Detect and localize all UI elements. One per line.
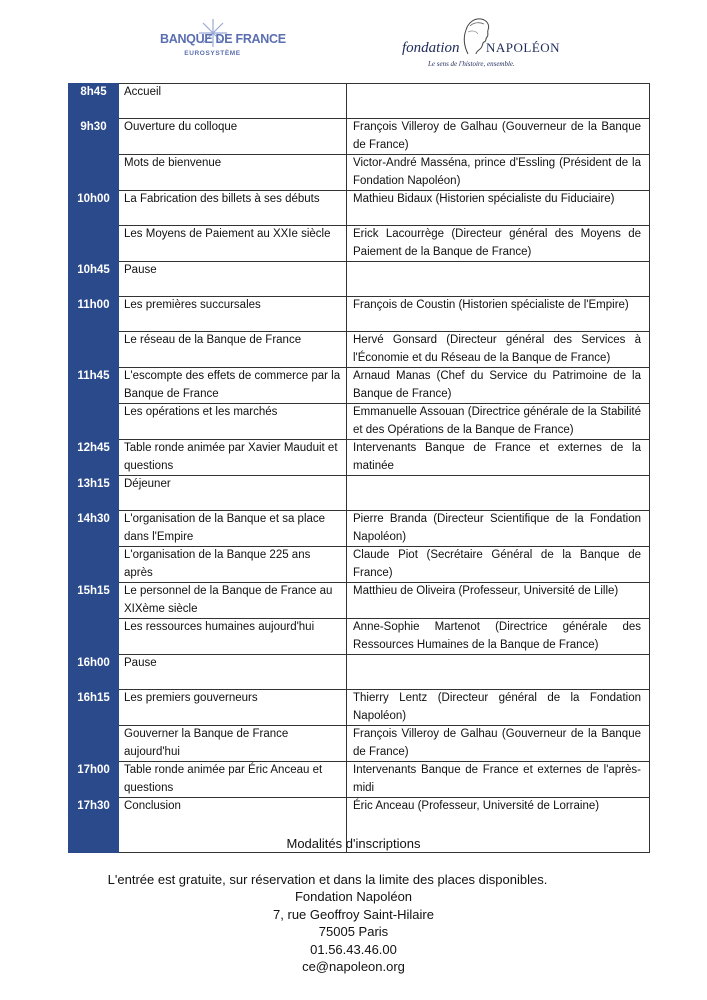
schedule-time: 11h45 bbox=[69, 368, 119, 404]
schedule-time: 10h45 bbox=[69, 262, 119, 297]
schedule-topic: Les Moyens de Paiement au XXIe siècle bbox=[119, 226, 347, 262]
schedule-topic: L'escompte des effets de commerce par la Banque de France bbox=[119, 368, 347, 404]
schedule-time bbox=[69, 547, 119, 583]
schedule-time bbox=[69, 332, 119, 368]
schedule-speaker: Mathieu Bidaux (Historien spécialiste du Fiduciaire) bbox=[347, 191, 650, 226]
schedule-topic: Les premiers gouverneurs bbox=[119, 690, 347, 726]
schedule-speaker: Arnaud Manas (Chef du Service du Patrimoine de la Banque de France) bbox=[347, 368, 650, 404]
schedule-time: 17h00 bbox=[69, 762, 119, 798]
schedule-speaker: Thierry Lentz (Directeur général de la Fondation Napoléon) bbox=[347, 690, 650, 726]
schedule-time: 9h30 bbox=[69, 119, 119, 155]
schedule-row bbox=[69, 297, 650, 332]
schedule-row bbox=[69, 762, 650, 798]
schedule-time: 16h00 bbox=[69, 655, 119, 690]
schedule-speaker: Emmanuelle Assouan (Directrice générale de la Stabilité et des Opérations de la Banque de France) bbox=[347, 404, 650, 440]
schedule-row bbox=[69, 119, 650, 155]
programme-table bbox=[68, 83, 650, 853]
schedule-time bbox=[69, 619, 119, 655]
schedule-time bbox=[69, 155, 119, 191]
schedule-time: 14h30 bbox=[69, 511, 119, 547]
schedule-time bbox=[69, 726, 119, 762]
bdf-subtitle: EUROSYSTÈME bbox=[184, 50, 241, 57]
schedule-time bbox=[69, 226, 119, 262]
banque-de-france-logo bbox=[160, 18, 286, 70]
schedule-topic: Pause bbox=[119, 655, 347, 690]
schedule-topic: Conclusion bbox=[119, 798, 347, 853]
contact-phone: 01.56.43.46.00 bbox=[310, 941, 397, 957]
schedule-row bbox=[69, 332, 650, 368]
schedule-topic: Déjeuner bbox=[119, 476, 347, 511]
fondation-word: fondation bbox=[402, 40, 460, 56]
schedule-topic: Pause bbox=[119, 262, 347, 297]
registration-title: Modalités d'inscriptions bbox=[286, 836, 421, 851]
contact-email[interactable]: ce@napoleon.org bbox=[302, 959, 405, 974]
schedule-time: 11h00 bbox=[69, 297, 119, 332]
schedule-topic: L'organisation de la Banque et sa place dans l'Empire bbox=[119, 511, 347, 547]
schedule-row bbox=[69, 476, 650, 511]
schedule-row bbox=[69, 404, 650, 440]
schedule-topic: Mots de bienvenue bbox=[119, 155, 347, 191]
schedule-speaker: Pierre Branda (Directeur Scientifique de la Fondation Napoléon) bbox=[347, 511, 650, 547]
schedule-speaker: Victor-André Masséna, prince d'Essling (Président de la Fondation Napoléon) bbox=[347, 155, 650, 191]
schedule-row bbox=[69, 226, 650, 262]
fondation-napoleon-logo bbox=[402, 14, 562, 72]
registration-intro: L'entrée est gratuite, sur réservation et dans la limite des places disponibles. bbox=[107, 872, 548, 887]
schedule-topic: Le personnel de la Banque de France au XIXème siècle bbox=[119, 583, 347, 619]
contact-city: 75005 Paris bbox=[318, 924, 389, 939]
schedule-row bbox=[69, 262, 650, 297]
schedule-topic: La Fabrication des billets à ses débuts bbox=[119, 191, 347, 226]
schedule-topic: Ouverture du colloque bbox=[119, 119, 347, 155]
schedule-row bbox=[69, 690, 650, 726]
schedule-row bbox=[69, 655, 650, 690]
contact-street: 7, rue Geoffroy Saint-Hilaire bbox=[273, 906, 434, 922]
contact-address bbox=[0, 888, 707, 976]
schedule-row bbox=[69, 191, 650, 226]
schedule-topic: Gouverner la Banque de France aujourd'hui bbox=[119, 726, 347, 762]
schedule-topic: L'organisation de la Banque 225 ans après bbox=[119, 547, 347, 583]
schedule-speaker: Anne-Sophie Martenot (Directrice générale des Ressources Humaines de la Banque de France) bbox=[347, 619, 650, 655]
schedule-speaker bbox=[347, 655, 650, 690]
schedule-row bbox=[69, 547, 650, 583]
schedule-speaker: François Villeroy de Galhau (Gouverneur de la Banque de France) bbox=[347, 726, 650, 762]
schedule-speaker: Claude Piot (Secrétaire Général de la Banque de France) bbox=[347, 547, 650, 583]
schedule-topic: Table ronde animée par Xavier Mauduit et questions bbox=[119, 440, 347, 476]
fondation-tagline: Le sens de l'histoire, ensemble. bbox=[428, 60, 515, 68]
schedule-time: 8h45 bbox=[69, 84, 119, 119]
schedule-speaker bbox=[347, 476, 650, 511]
contact-org: Fondation Napoléon bbox=[294, 889, 413, 904]
schedule-row bbox=[69, 619, 650, 655]
schedule-time: 17h30 bbox=[69, 798, 119, 853]
schedule-speaker bbox=[347, 84, 650, 119]
schedule-row bbox=[69, 726, 650, 762]
schedule-time: 13h15 bbox=[69, 476, 119, 511]
schedule-time: 12h45 bbox=[69, 440, 119, 476]
schedule-speaker: Intervenants Banque de France et externes de la matinée bbox=[347, 440, 650, 476]
schedule-speaker: Matthieu de Oliveira (Professeur, Université de Lille) bbox=[347, 583, 650, 619]
schedule-topic: Accueil bbox=[119, 84, 347, 119]
schedule-time: 16h15 bbox=[69, 690, 119, 726]
bdf-name: BANQUE DE FRANCE bbox=[160, 32, 286, 46]
napoleon-word: NAPOLÉON bbox=[486, 40, 561, 55]
schedule-speaker: Éric Anceau (Professeur, Université de Lorraine) bbox=[347, 798, 650, 853]
schedule-row bbox=[69, 155, 650, 191]
schedule-speaker bbox=[347, 262, 650, 297]
schedule-topic: Table ronde animée par Éric Anceau et questions bbox=[119, 762, 347, 798]
schedule-row bbox=[69, 368, 650, 404]
schedule-row bbox=[69, 84, 650, 119]
schedule-speaker: Hervé Gonsard (Directeur général des Services à l'Économie et du Réseau de la Banque de France) bbox=[347, 332, 650, 368]
schedule-topic: Le réseau de la Banque de France bbox=[119, 332, 347, 368]
schedule-time bbox=[69, 404, 119, 440]
schedule-topic: Les ressources humaines aujourd'hui bbox=[119, 619, 347, 655]
schedule-topic: Les premières succursales bbox=[119, 297, 347, 332]
schedule-speaker: Erick Lacourrège (Directeur général des Moyens de Paiement de la Banque de France) bbox=[347, 226, 650, 262]
schedule-speaker: Intervenants Banque de France et externes de l'après-midi bbox=[347, 762, 650, 798]
schedule-row bbox=[69, 583, 650, 619]
schedule-time: 10h00 bbox=[69, 191, 119, 226]
schedule-row bbox=[69, 511, 650, 547]
schedule-speaker: François de Coustin (Historien spécialiste de l'Empire) bbox=[347, 297, 650, 332]
schedule-time: 15h15 bbox=[69, 583, 119, 619]
schedule-speaker: François Villeroy de Galhau (Gouverneur de la Banque de France) bbox=[347, 119, 650, 155]
schedule-row bbox=[69, 440, 650, 476]
schedule-topic: Les opérations et les marchés bbox=[119, 404, 347, 440]
